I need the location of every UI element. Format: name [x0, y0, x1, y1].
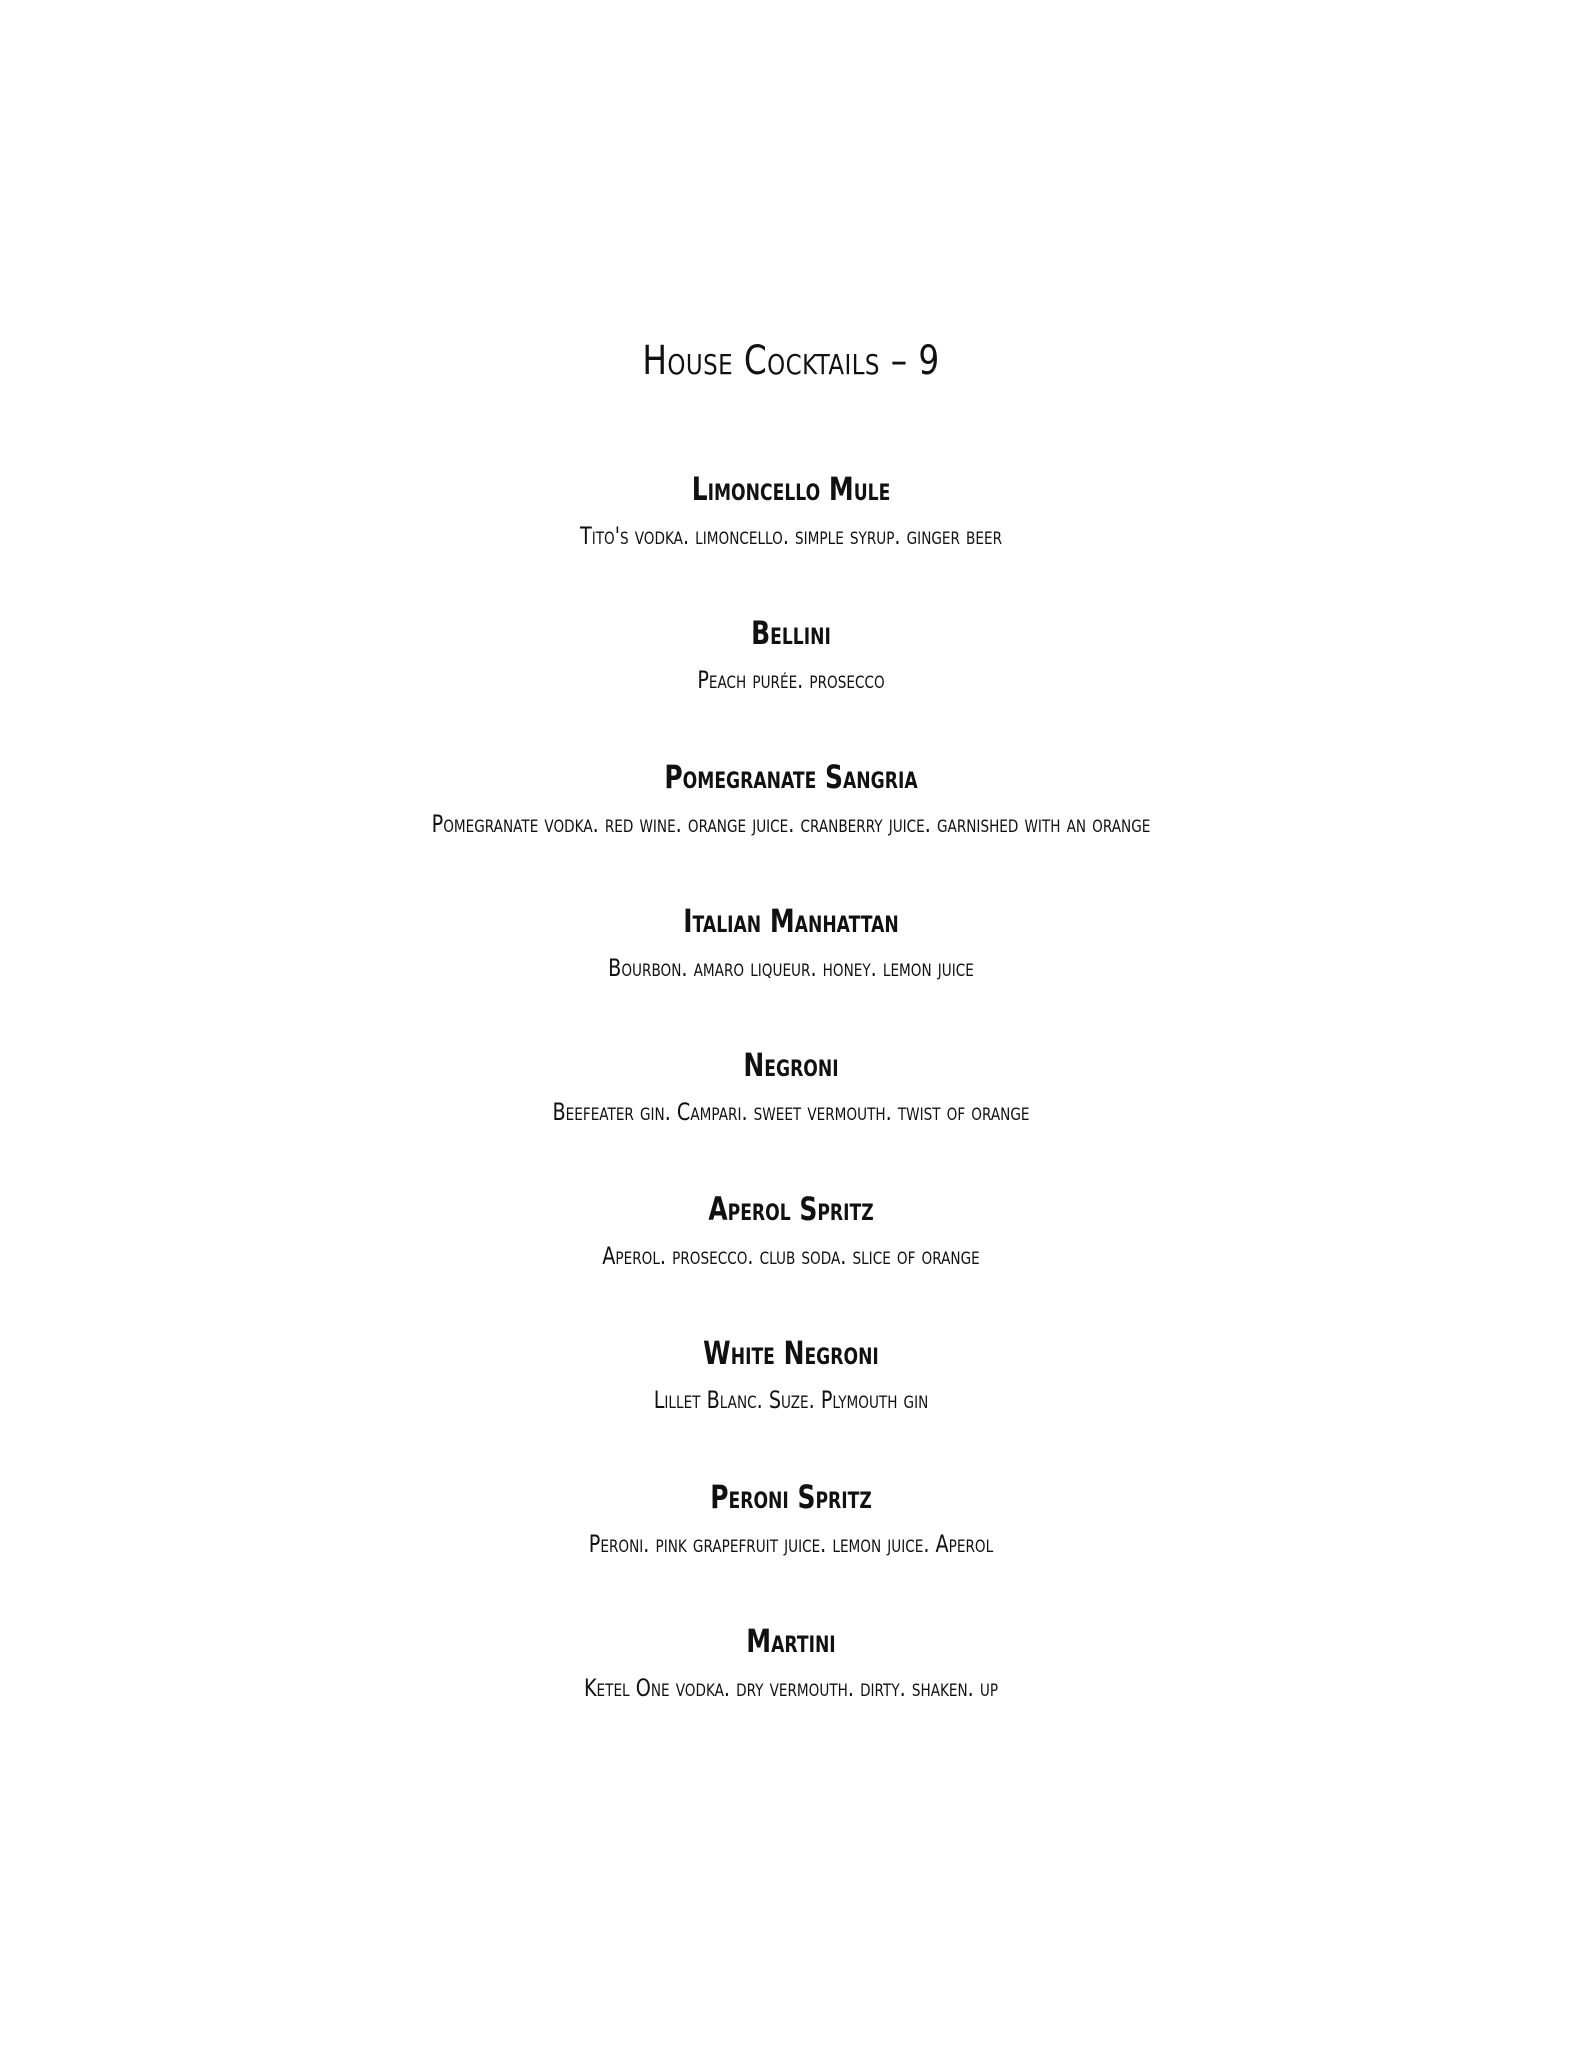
item-description: Ketel One vodka. dry vermouth. dirty. shaken. up [583, 1674, 999, 1702]
item-name: Negroni [743, 1046, 839, 1084]
item-name: Italian Manhattan [683, 902, 899, 940]
item-name: Bellini [751, 614, 831, 652]
item-name: Martini [746, 1622, 836, 1660]
item-name: Peroni Spritz [710, 1478, 872, 1516]
item-name: Pomegranate Sangria [664, 758, 918, 796]
menu-title: House Cocktails – 9 [642, 338, 940, 384]
menu-item-limoncello-mule [0, 465, 1582, 609]
menu-item-white-negroni [0, 1329, 1582, 1473]
menu-item-bellini [0, 609, 1582, 753]
item-description: Bourbon. amaro liqueur. honey. lemon juice [608, 954, 974, 982]
item-name: White Negroni [703, 1334, 879, 1372]
item-name: Aperol Spritz [708, 1190, 874, 1228]
item-description: Tito's vodka. limoncello. simple syrup. ginger beer [579, 522, 1003, 550]
item-description: Peroni. pink grapefruit juice. lemon juice. Aperol [588, 1530, 994, 1558]
item-description: Aperol. prosecco. club soda. slice of orange [602, 1242, 980, 1270]
item-name: Limoncello Mule [691, 470, 891, 508]
item-description: Peach purée. prosecco [697, 666, 885, 694]
menu-item-martini [0, 1617, 1582, 1761]
menu-item-peroni-spritz [0, 1473, 1582, 1617]
item-description: Lillet Blanc. Suze. Plymouth gin [653, 1386, 929, 1414]
menu-item-italian-manhattan [0, 897, 1582, 1041]
item-description: Pomegranate vodka. red wine. orange juice. cranberry juice. garnished with an orange [431, 810, 1151, 838]
item-description: Beefeater gin. Campari. sweet vermouth. twist of orange [552, 1098, 1030, 1126]
menu-item-pomegranate-sangria [0, 753, 1582, 897]
menu-item-aperol-spritz [0, 1185, 1582, 1329]
menu-item-negroni [0, 1041, 1582, 1185]
cocktail-list [0, 465, 1582, 1761]
